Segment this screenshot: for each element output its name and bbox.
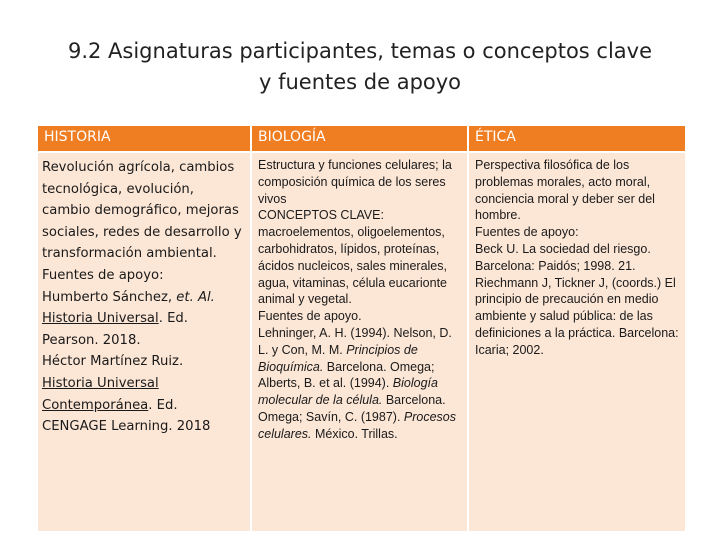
etica-sources-label: Fuentes de apoyo: [475,225,579,240]
etica-ref1: Beck U. La sociedad del riesgo. Barcelona: Paidós; 1998. 21. [475,241,651,273]
historia-topics: Revolución agrícola, cambios tecnológica, evolución, cambio demográfico, mejoras sociales, redes de desarrollo y transformación ambiental. [42,160,242,262]
historia-ref1-etal: et. Al. [176,289,215,305]
header-historia: HISTORIA [37,125,251,152]
cell-etica [468,152,686,532]
historia-ref1-author: Humberto Sánchez, [42,289,177,305]
biologia-topics: Estructura y funciones celulares; la composición química de los seres vivos [258,158,452,206]
biologia-ref3-rest: México. Trillas. [311,426,398,441]
biologia-ref2-title: Biología molecular de la célula. [258,376,438,408]
biologia-key-concepts: CONCEPTOS CLAVE: macroelementos, oligoelementos, carbohidratos, lípidos, proteínas, ácidos nucleicos, sales minerales, agua, vitaminas, célula eucarionte animal y vegetal. [258,208,448,307]
biologia-ref2-authors: Barcelona. Omega; Alberts, B. et al. (1994). [258,359,435,391]
cell-historia [37,152,251,532]
biologia-ref3-title: Procesos celulares. [258,409,457,441]
historia-ref1-rest: . Ed. Pearson. 2018. [42,311,188,348]
biologia-ref3-authors: Barcelona. Omega; Savín, C. (1987). [258,393,446,424]
biologia-ref1-title: Principios de Bioquímica. [258,342,418,374]
slide-title [20,36,700,98]
historia-sources-label: Fuentes de apoyo: [42,267,164,283]
historia-ref1-title: Historia Universal [42,311,159,327]
historia-ref2-title-a: Historia Universal [42,375,159,391]
biologia-sources-label: Fuentes de apoyo. [258,309,362,324]
header-etica: ÉTICA [468,125,686,152]
etica-topics: Perspectiva filosófica de los problemas morales, acto moral, conciencia moral y deber ser del hombre. [475,158,655,223]
historia-ref2-rest: . Ed. CENGAGE Learning. 2018 [42,397,211,435]
historia-ref2-title-b: Contemporánea [42,397,149,413]
etica-ref2: Riechmann J, Tickner J, (coords.) El principio de precaución en medio ambiente y salud pública: de las definiciones a la práctica. Barcelona: Icaria; 2002. [475,275,679,357]
subjects-table [36,124,687,533]
historia-ref2-author: Héctor Martínez Ruiz. [42,354,184,370]
table-header-row [37,125,686,152]
slide-title-line1: 9.2 Asignaturas participantes, temas o conceptos clave [67,39,653,63]
table-row [37,152,686,532]
biologia-ref1-authors: Lehninger, A. H. (1994). Nelson, D. L. y Con, M. M. [258,325,452,357]
cell-biologia [251,152,468,532]
header-biologia: BIOLOGÍA [251,125,468,152]
slide-title-line2: y fuentes de apoyo [258,70,462,94]
